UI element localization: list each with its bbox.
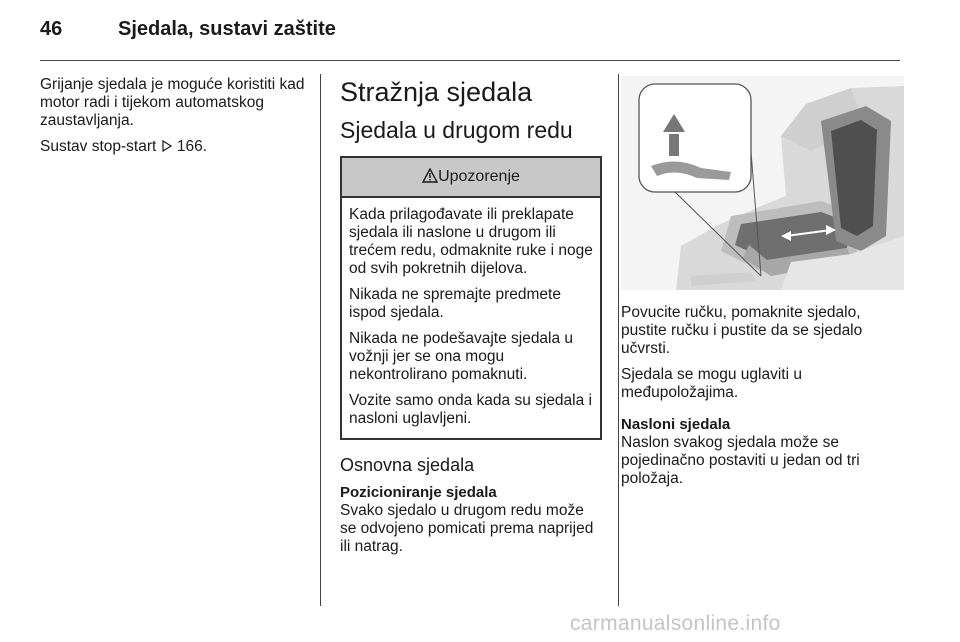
backrest-label: Nasloni sjedala [621, 416, 731, 433]
arrow-reference-icon [161, 138, 173, 155]
warning-paragraph: Vozite samo onda kada su sjedala i nasloni uglavljeni. [349, 392, 592, 427]
page-number: 46 [40, 18, 63, 40]
page-title: Sjedala, sustavi zaštite [118, 18, 336, 40]
column-3 [621, 76, 903, 496]
heating-paragraph: Grijanje sjedala je moguće koristiti kad motor radi i tijekom automatskog zaustavljanja. [40, 76, 305, 129]
column-divider-left [320, 74, 321, 606]
warning-triangle-icon [422, 168, 438, 185]
seat-positioning-label: Pozicioniranje sjedala [340, 484, 497, 501]
warning-box [340, 156, 602, 440]
warning-paragraph: Nikada ne podešavajte sjedala u vožnji jer se ona mogu nekontrolirano pomaknuti. [349, 330, 574, 383]
warning-paragraph: Nikada ne spremajte predmete ispod sjedala. [349, 286, 561, 321]
stop-start-reference [40, 138, 310, 156]
adjust-instructions: Povucite ručku, pomaknite sjedalo, pustite ručku i pustite da se sjedalo učvrsti. [621, 304, 863, 357]
seat-positioning-text: Svako sjedalo u drugom redu može se odvojeno pomicati prema naprijed ili natrag. [340, 502, 594, 555]
stop-start-text: Sustav stop-start [40, 138, 157, 155]
basic-seats-heading: Osnovna sjedala [340, 455, 475, 475]
column-1 [40, 76, 310, 164]
page-reference-link[interactable]: 166. [176, 138, 208, 155]
warning-paragraph: Kada prilagođavate ili preklapate sjedala ili naslone u drugom ili trećem redu, odmaknite ruke i noge od svih pokretnih dijelova. [349, 206, 593, 277]
header-rule [40, 60, 900, 61]
subsection-title: Sjedala u drugom redu [340, 117, 573, 143]
column-2 [340, 76, 602, 564]
intermediate-positions: Sjedala se mogu uglaviti u međupoložajima. [621, 366, 802, 401]
watermark: carmanualsonline.info [570, 612, 781, 635]
rear-seat-adjustment-illustration [621, 76, 904, 290]
warning-header [342, 158, 600, 198]
section-title: Stražnja sjedala [340, 77, 533, 107]
warning-body [342, 198, 600, 438]
backrest-text: Naslon svakog sjedala može se pojedinačno postaviti u jedan od tri položaja. [621, 434, 860, 487]
column-divider-right [618, 74, 619, 606]
warning-title: Upozorenje [438, 168, 520, 185]
